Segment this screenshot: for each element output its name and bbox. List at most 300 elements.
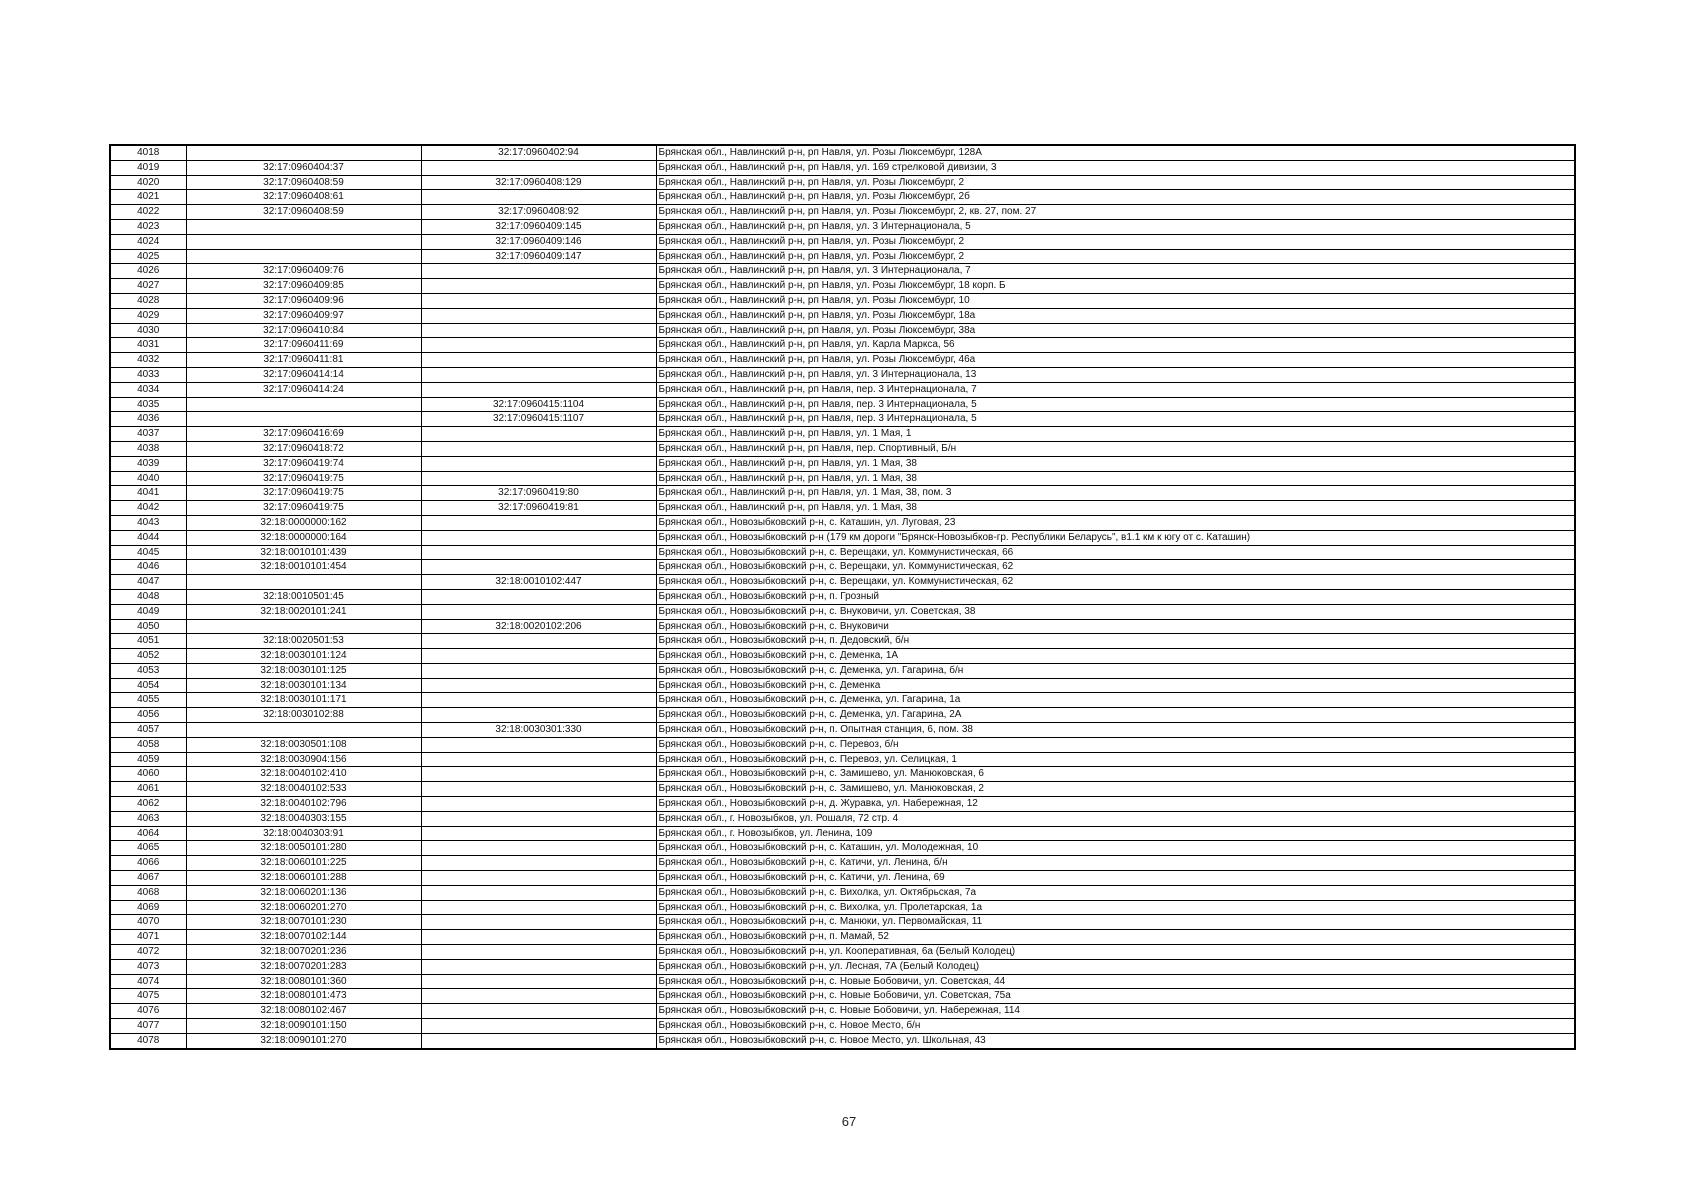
cadastral-number-cell: 32:18:0080101:473 bbox=[186, 989, 421, 1004]
cadastral-number-cell: 32:18:0060101:225 bbox=[186, 856, 421, 871]
row-number-cell: 4053 bbox=[110, 663, 186, 678]
related-cadastral-number-cell bbox=[421, 560, 656, 575]
address-cell: Брянская обл., Новозыбковский р-н, п. Опытная станция, 6, пом. 38 bbox=[656, 723, 1575, 738]
related-cadastral-number-cell bbox=[421, 915, 656, 930]
cadastral-number-cell: 32:17:0960419:75 bbox=[186, 471, 421, 486]
cadastral-number-cell: 32:18:0030101:125 bbox=[186, 663, 421, 678]
address-cell: Брянская обл., Навлинский р-н, рп Навля, ул. Розы Люксембург, 18а bbox=[656, 308, 1575, 323]
cadastral-number-cell: 32:17:0960416:69 bbox=[186, 427, 421, 442]
related-cadastral-number-cell bbox=[421, 974, 656, 989]
row-number-cell: 4030 bbox=[110, 323, 186, 338]
related-cadastral-number-cell: 32:17:0960415:1107 bbox=[421, 412, 656, 427]
table-row bbox=[110, 930, 1575, 945]
address-cell: Брянская обл., Навлинский р-н, рп Навля, ул. Розы Люксембург, 18 корп. Б bbox=[656, 279, 1575, 294]
table-row bbox=[110, 885, 1575, 900]
row-number-cell: 4027 bbox=[110, 279, 186, 294]
row-number-cell: 4055 bbox=[110, 693, 186, 708]
cadastral-number-cell bbox=[186, 575, 421, 590]
address-cell: Брянская обл., Новозыбковский р-н, с. Вихолка, ул. Пролетарская, 1а bbox=[656, 900, 1575, 915]
table-row bbox=[110, 737, 1575, 752]
row-number-cell: 4044 bbox=[110, 530, 186, 545]
related-cadastral-number-cell: 32:18:0030301:330 bbox=[421, 723, 656, 738]
table-row bbox=[110, 293, 1575, 308]
row-number-cell: 4057 bbox=[110, 723, 186, 738]
row-number-cell: 4046 bbox=[110, 560, 186, 575]
related-cadastral-number-cell bbox=[421, 1004, 656, 1019]
cadastral-number-cell: 32:18:0090101:150 bbox=[186, 1019, 421, 1034]
row-number-cell: 4022 bbox=[110, 205, 186, 220]
table-row bbox=[110, 486, 1575, 501]
table-row bbox=[110, 441, 1575, 456]
table-row bbox=[110, 190, 1575, 205]
row-number-cell: 4058 bbox=[110, 737, 186, 752]
address-cell: Брянская обл., Навлинский р-н, рп Навля, пер. 3 Интернационала, 7 bbox=[656, 382, 1575, 397]
registry-table-body bbox=[110, 145, 1575, 1049]
address-cell: Брянская обл., Новозыбковский р-н, с. Каташин, ул. Луговая, 23 bbox=[656, 515, 1575, 530]
row-number-cell: 4071 bbox=[110, 930, 186, 945]
cadastral-number-cell bbox=[186, 412, 421, 427]
row-number-cell: 4049 bbox=[110, 604, 186, 619]
table-row bbox=[110, 264, 1575, 279]
related-cadastral-number-cell bbox=[421, 545, 656, 560]
table-row bbox=[110, 575, 1575, 590]
table-row bbox=[110, 767, 1575, 782]
table-row bbox=[110, 427, 1575, 442]
page-number: 67 bbox=[841, 1114, 857, 1129]
table-row bbox=[110, 782, 1575, 797]
address-cell: Брянская обл., Новозыбковский р-н, с. Катичи, ул. Ленина, 69 bbox=[656, 871, 1575, 886]
row-number-cell: 4029 bbox=[110, 308, 186, 323]
row-number-cell: 4050 bbox=[110, 619, 186, 634]
cadastral-number-cell: 32:18:0060201:270 bbox=[186, 900, 421, 915]
table-row bbox=[110, 219, 1575, 234]
address-cell: Брянская обл., Навлинский р-н, рп Навля, ул. Розы Люксембург, 38а bbox=[656, 323, 1575, 338]
registry-table bbox=[109, 144, 1576, 1050]
address-cell: Брянская обл., Новозыбковский р-н, с. Верещаки, ул. Коммунистическая, 62 bbox=[656, 560, 1575, 575]
address-cell: Брянская обл., Новозыбковский р-н, с. Новые Бобовичи, ул. Советская, 75а bbox=[656, 989, 1575, 1004]
related-cadastral-number-cell bbox=[421, 945, 656, 960]
cadastral-number-cell: 32:18:0010101:454 bbox=[186, 560, 421, 575]
related-cadastral-number-cell: 32:17:0960409:147 bbox=[421, 249, 656, 264]
table-row bbox=[110, 945, 1575, 960]
table-row bbox=[110, 279, 1575, 294]
related-cadastral-number-cell: 32:18:0010102:447 bbox=[421, 575, 656, 590]
cadastral-number-cell: 32:17:0960419:74 bbox=[186, 456, 421, 471]
related-cadastral-number-cell bbox=[421, 797, 656, 812]
related-cadastral-number-cell bbox=[421, 264, 656, 279]
table-row bbox=[110, 752, 1575, 767]
cadastral-number-cell: 32:18:0010101:439 bbox=[186, 545, 421, 560]
row-number-cell: 4021 bbox=[110, 190, 186, 205]
table-row bbox=[110, 1019, 1575, 1034]
address-cell: Брянская обл., Новозыбковский р-н, с. Внуковичи bbox=[656, 619, 1575, 634]
cadastral-number-cell: 32:17:0960419:75 bbox=[186, 501, 421, 516]
address-cell: Брянская обл., Новозыбковский р-н, с. Манюки, ул. Первомайская, 11 bbox=[656, 915, 1575, 930]
address-cell: Брянская обл., Новозыбковский р-н, с. Замишево, ул. Манюковская, 2 bbox=[656, 782, 1575, 797]
cadastral-number-cell: 32:18:0030102:88 bbox=[186, 708, 421, 723]
related-cadastral-number-cell: 32:17:0960402:94 bbox=[421, 145, 656, 160]
address-cell: Брянская обл., Навлинский р-н, рп Навля, пер. 3 Интернационала, 5 bbox=[656, 412, 1575, 427]
table-row bbox=[110, 367, 1575, 382]
related-cadastral-number-cell bbox=[421, 1033, 656, 1048]
related-cadastral-number-cell bbox=[421, 900, 656, 915]
table-row bbox=[110, 175, 1575, 190]
cadastral-number-cell: 32:18:0020501:53 bbox=[186, 634, 421, 649]
row-number-cell: 4023 bbox=[110, 219, 186, 234]
related-cadastral-number-cell bbox=[421, 693, 656, 708]
related-cadastral-number-cell bbox=[421, 767, 656, 782]
row-number-cell: 4033 bbox=[110, 367, 186, 382]
related-cadastral-number-cell bbox=[421, 959, 656, 974]
table-row bbox=[110, 1033, 1575, 1048]
cadastral-number-cell: 32:17:0960408:59 bbox=[186, 175, 421, 190]
address-cell: Брянская обл., Навлинский р-н, рп Навля, ул. Розы Люксембург, 2 bbox=[656, 175, 1575, 190]
row-number-cell: 4070 bbox=[110, 915, 186, 930]
table-row bbox=[110, 811, 1575, 826]
cadastral-number-cell: 32:18:0040102:796 bbox=[186, 797, 421, 812]
related-cadastral-number-cell bbox=[421, 589, 656, 604]
related-cadastral-number-cell bbox=[421, 930, 656, 945]
row-number-cell: 4018 bbox=[110, 145, 186, 160]
row-number-cell: 4028 bbox=[110, 293, 186, 308]
row-number-cell: 4073 bbox=[110, 959, 186, 974]
related-cadastral-number-cell bbox=[421, 308, 656, 323]
address-cell: Брянская обл., Новозыбковский р-н, с. Катичи, ул. Ленина, б/н bbox=[656, 856, 1575, 871]
cadastral-number-cell: 32:18:0060101:288 bbox=[186, 871, 421, 886]
address-cell: Брянская обл., Новозыбковский р-н, с. Новое Место, б/н bbox=[656, 1019, 1575, 1034]
address-cell: Брянская обл., Навлинский р-н, рп Навля, пер. Спортивный, Б/н bbox=[656, 441, 1575, 456]
related-cadastral-number-cell bbox=[421, 353, 656, 368]
cadastral-number-cell: 32:18:0070201:236 bbox=[186, 945, 421, 960]
table-row bbox=[110, 856, 1575, 871]
related-cadastral-number-cell bbox=[421, 634, 656, 649]
table-row bbox=[110, 412, 1575, 427]
table-row bbox=[110, 589, 1575, 604]
row-number-cell: 4054 bbox=[110, 678, 186, 693]
row-number-cell: 4078 bbox=[110, 1033, 186, 1048]
cadastral-number-cell: 32:17:0960409:96 bbox=[186, 293, 421, 308]
cadastral-number-cell: 32:18:0010501:45 bbox=[186, 589, 421, 604]
address-cell: Брянская обл., Новозыбковский р-н, п. Дедовский, б/н bbox=[656, 634, 1575, 649]
address-cell: Брянская обл., Навлинский р-н, рп Навля, ул. 1 Мая, 1 bbox=[656, 427, 1575, 442]
address-cell: Брянская обл., Навлинский р-н, рп Навля, ул. 1 Мая, 38 bbox=[656, 501, 1575, 516]
related-cadastral-number-cell bbox=[421, 441, 656, 456]
table-row bbox=[110, 604, 1575, 619]
cadastral-number-cell bbox=[186, 619, 421, 634]
table-row bbox=[110, 1004, 1575, 1019]
address-cell: Брянская обл., г. Новозыбков, ул. Рошаля, 72 стр. 4 bbox=[656, 811, 1575, 826]
table-row bbox=[110, 382, 1575, 397]
row-number-cell: 4039 bbox=[110, 456, 186, 471]
table-row bbox=[110, 915, 1575, 930]
related-cadastral-number-cell bbox=[421, 382, 656, 397]
cadastral-number-cell: 32:17:0960411:69 bbox=[186, 338, 421, 353]
row-number-cell: 4059 bbox=[110, 752, 186, 767]
row-number-cell: 4032 bbox=[110, 353, 186, 368]
cadastral-number-cell: 32:18:0030101:134 bbox=[186, 678, 421, 693]
cadastral-number-cell bbox=[186, 249, 421, 264]
cadastral-number-cell: 32:18:0000000:162 bbox=[186, 515, 421, 530]
related-cadastral-number-cell: 32:17:0960408:129 bbox=[421, 175, 656, 190]
cadastral-number-cell bbox=[186, 397, 421, 412]
row-number-cell: 4065 bbox=[110, 841, 186, 856]
cadastral-number-cell: 32:17:0960414:14 bbox=[186, 367, 421, 382]
address-cell: Брянская обл., Новозыбковский р-н, д. Журавка, ул. Набережная, 12 bbox=[656, 797, 1575, 812]
table-row bbox=[110, 900, 1575, 915]
related-cadastral-number-cell bbox=[421, 338, 656, 353]
cadastral-number-cell: 32:17:0960414:24 bbox=[186, 382, 421, 397]
row-number-cell: 4051 bbox=[110, 634, 186, 649]
cadastral-number-cell: 32:18:0040102:533 bbox=[186, 782, 421, 797]
cadastral-number-cell: 32:18:0070101:230 bbox=[186, 915, 421, 930]
cadastral-number-cell: 32:17:0960408:61 bbox=[186, 190, 421, 205]
address-cell: Брянская обл., Новозыбковский р-н, с. Новые Бобовичи, ул. Советская, 44 bbox=[656, 974, 1575, 989]
table-row bbox=[110, 515, 1575, 530]
cadastral-number-cell: 32:18:0020101:241 bbox=[186, 604, 421, 619]
row-number-cell: 4075 bbox=[110, 989, 186, 1004]
related-cadastral-number-cell: 32:17:0960419:81 bbox=[421, 501, 656, 516]
address-cell: Брянская обл., Новозыбковский р-н, с. Вихолка, ул. Октябрьская, 7а bbox=[656, 885, 1575, 900]
cadastral-number-cell: 32:18:0030904:156 bbox=[186, 752, 421, 767]
address-cell: Брянская обл., Навлинский р-н, рп Навля, ул. Розы Люксембург, 2б bbox=[656, 190, 1575, 205]
row-number-cell: 4047 bbox=[110, 575, 186, 590]
cadastral-number-cell: 32:17:0960419:75 bbox=[186, 486, 421, 501]
row-number-cell: 4045 bbox=[110, 545, 186, 560]
row-number-cell: 4035 bbox=[110, 397, 186, 412]
address-cell: Брянская обл., Новозыбковский р-н (179 км дороги "Брянск-Новозыбков-гр. Республики Беларусь", в1.1 км к югу от с. Каташин) bbox=[656, 530, 1575, 545]
cadastral-number-cell: 32:17:0960410:84 bbox=[186, 323, 421, 338]
related-cadastral-number-cell: 32:18:0020102:206 bbox=[421, 619, 656, 634]
related-cadastral-number-cell bbox=[421, 515, 656, 530]
row-number-cell: 4031 bbox=[110, 338, 186, 353]
related-cadastral-number-cell bbox=[421, 160, 656, 175]
address-cell: Брянская обл., Новозыбковский р-н, п. Грозный bbox=[656, 589, 1575, 604]
row-number-cell: 4037 bbox=[110, 427, 186, 442]
table-row bbox=[110, 974, 1575, 989]
related-cadastral-number-cell: 32:17:0960408:92 bbox=[421, 205, 656, 220]
table-row bbox=[110, 693, 1575, 708]
row-number-cell: 4052 bbox=[110, 649, 186, 664]
table-row bbox=[110, 663, 1575, 678]
table-row bbox=[110, 249, 1575, 264]
related-cadastral-number-cell bbox=[421, 782, 656, 797]
address-cell: Брянская обл., Навлинский р-н, рп Навля, ул. Розы Люксембург, 46а bbox=[656, 353, 1575, 368]
related-cadastral-number-cell: 32:17:0960419:80 bbox=[421, 486, 656, 501]
row-number-cell: 4069 bbox=[110, 900, 186, 915]
related-cadastral-number-cell bbox=[421, 427, 656, 442]
row-number-cell: 4063 bbox=[110, 811, 186, 826]
table-row bbox=[110, 797, 1575, 812]
address-cell: Брянская обл., Навлинский р-н, рп Навля, ул. 3 Интернационала, 7 bbox=[656, 264, 1575, 279]
row-number-cell: 4019 bbox=[110, 160, 186, 175]
cadastral-number-cell bbox=[186, 234, 421, 249]
cadastral-number-cell bbox=[186, 145, 421, 160]
related-cadastral-number-cell bbox=[421, 752, 656, 767]
address-cell: Брянская обл., Новозыбковский р-н, ул. Лесная, 7А (Белый Колодец) bbox=[656, 959, 1575, 974]
address-cell: Брянская обл., Новозыбковский р-н, с. Деменка, ул. Гагарина, б/н bbox=[656, 663, 1575, 678]
address-cell: Брянская обл., Новозыбковский р-н, с. Деменка bbox=[656, 678, 1575, 693]
row-number-cell: 4077 bbox=[110, 1019, 186, 1034]
address-cell: Брянская обл., Навлинский р-н, рп Навля, ул. Розы Люксембург, 2 bbox=[656, 249, 1575, 264]
related-cadastral-number-cell bbox=[421, 871, 656, 886]
table-row bbox=[110, 634, 1575, 649]
address-cell: Брянская обл., Новозыбковский р-н, с. Перевоз, б/н bbox=[656, 737, 1575, 752]
address-cell: Брянская обл., Новозыбковский р-н, с. Деменка, ул. Гагарина, 2А bbox=[656, 708, 1575, 723]
cadastral-number-cell: 32:18:0000000:164 bbox=[186, 530, 421, 545]
related-cadastral-number-cell bbox=[421, 279, 656, 294]
related-cadastral-number-cell bbox=[421, 367, 656, 382]
row-number-cell: 4067 bbox=[110, 871, 186, 886]
related-cadastral-number-cell bbox=[421, 471, 656, 486]
table-row bbox=[110, 545, 1575, 560]
table-row bbox=[110, 678, 1575, 693]
address-cell: Брянская обл., Навлинский р-н, рп Навля, ул. Карла Маркса, 56 bbox=[656, 338, 1575, 353]
table-row bbox=[110, 989, 1575, 1004]
related-cadastral-number-cell: 32:17:0960409:146 bbox=[421, 234, 656, 249]
related-cadastral-number-cell bbox=[421, 1019, 656, 1034]
related-cadastral-number-cell bbox=[421, 649, 656, 664]
cadastral-number-cell: 32:18:0090101:270 bbox=[186, 1033, 421, 1048]
related-cadastral-number-cell bbox=[421, 826, 656, 841]
related-cadastral-number-cell bbox=[421, 678, 656, 693]
related-cadastral-number-cell bbox=[421, 885, 656, 900]
address-cell: Брянская обл., Новозыбковский р-н, с. Каташин, ул. Молодежная, 10 bbox=[656, 841, 1575, 856]
row-number-cell: 4066 bbox=[110, 856, 186, 871]
row-number-cell: 4072 bbox=[110, 945, 186, 960]
row-number-cell: 4040 bbox=[110, 471, 186, 486]
cadastral-number-cell: 32:17:0960409:76 bbox=[186, 264, 421, 279]
cadastral-number-cell: 32:17:0960404:37 bbox=[186, 160, 421, 175]
cadastral-number-cell: 32:18:0030101:124 bbox=[186, 649, 421, 664]
cadastral-number-cell: 32:18:0040303:91 bbox=[186, 826, 421, 841]
cadastral-number-cell: 32:18:0080101:360 bbox=[186, 974, 421, 989]
address-cell: Брянская обл., Навлинский р-н, рп Навля, ул. Розы Люксембург, 2 bbox=[656, 234, 1575, 249]
table-row bbox=[110, 649, 1575, 664]
table-row bbox=[110, 560, 1575, 575]
address-cell: Брянская обл., Навлинский р-н, рп Навля, ул. Розы Люксембург, 128А bbox=[656, 145, 1575, 160]
table-row bbox=[110, 353, 1575, 368]
row-number-cell: 4076 bbox=[110, 1004, 186, 1019]
address-cell: Брянская обл., Новозыбковский р-н, с. Верещаки, ул. Коммунистическая, 62 bbox=[656, 575, 1575, 590]
row-number-cell: 4038 bbox=[110, 441, 186, 456]
cadastral-number-cell: 32:18:0080102:467 bbox=[186, 1004, 421, 1019]
address-cell: Брянская обл., г. Новозыбков, ул. Ленина, 109 bbox=[656, 826, 1575, 841]
related-cadastral-number-cell: 32:17:0960415:1104 bbox=[421, 397, 656, 412]
row-number-cell: 4048 bbox=[110, 589, 186, 604]
cadastral-number-cell: 32:17:0960418:72 bbox=[186, 441, 421, 456]
table-row bbox=[110, 826, 1575, 841]
row-number-cell: 4068 bbox=[110, 885, 186, 900]
cadastral-number-cell: 32:18:0060201:136 bbox=[186, 885, 421, 900]
cadastral-number-cell: 32:18:0030101:171 bbox=[186, 693, 421, 708]
cadastral-number-cell: 32:17:0960411:81 bbox=[186, 353, 421, 368]
cadastral-number-cell: 32:17:0960409:85 bbox=[186, 279, 421, 294]
address-cell: Брянская обл., Навлинский р-н, рп Навля, ул. Розы Люксембург, 10 bbox=[656, 293, 1575, 308]
table-row bbox=[110, 959, 1575, 974]
table-row bbox=[110, 456, 1575, 471]
address-cell: Брянская обл., Новозыбковский р-н, ул. Кооперативная, 6а (Белый Колодец) bbox=[656, 945, 1575, 960]
cadastral-number-cell bbox=[186, 219, 421, 234]
table-row bbox=[110, 338, 1575, 353]
row-number-cell: 4024 bbox=[110, 234, 186, 249]
address-cell: Брянская обл., Новозыбковский р-н, п. Мамай, 52 bbox=[656, 930, 1575, 945]
table-row bbox=[110, 234, 1575, 249]
table-row bbox=[110, 160, 1575, 175]
table-row bbox=[110, 145, 1575, 160]
table-row bbox=[110, 708, 1575, 723]
table-row bbox=[110, 841, 1575, 856]
related-cadastral-number-cell bbox=[421, 323, 656, 338]
table-row bbox=[110, 530, 1575, 545]
address-cell: Брянская обл., Навлинский р-н, рп Навля, ул. 3 Интернационала, 5 bbox=[656, 219, 1575, 234]
table-row bbox=[110, 723, 1575, 738]
related-cadastral-number-cell bbox=[421, 293, 656, 308]
related-cadastral-number-cell bbox=[421, 456, 656, 471]
cadastral-number-cell: 32:17:0960409:97 bbox=[186, 308, 421, 323]
table-row bbox=[110, 323, 1575, 338]
cadastral-number-cell: 32:18:0050101:280 bbox=[186, 841, 421, 856]
address-cell: Брянская обл., Навлинский р-н, рп Навля, ул. Розы Люксембург, 2, кв. 27, пом. 27 bbox=[656, 205, 1575, 220]
address-cell: Брянская обл., Навлинский р-н, рп Навля, ул. 3 Интернационала, 13 bbox=[656, 367, 1575, 382]
table-row bbox=[110, 619, 1575, 634]
row-number-cell: 4034 bbox=[110, 382, 186, 397]
related-cadastral-number-cell bbox=[421, 530, 656, 545]
address-cell: Брянская обл., Навлинский р-н, рп Навля, ул. 1 Мая, 38 bbox=[656, 471, 1575, 486]
table-row bbox=[110, 397, 1575, 412]
row-number-cell: 4043 bbox=[110, 515, 186, 530]
address-cell: Брянская обл., Новозыбковский р-н, с. Новое Место, ул. Школьная, 43 bbox=[656, 1033, 1575, 1048]
related-cadastral-number-cell bbox=[421, 737, 656, 752]
row-number-cell: 4062 bbox=[110, 797, 186, 812]
table-row bbox=[110, 871, 1575, 886]
row-number-cell: 4074 bbox=[110, 974, 186, 989]
related-cadastral-number-cell bbox=[421, 190, 656, 205]
related-cadastral-number-cell bbox=[421, 989, 656, 1004]
cadastral-number-cell bbox=[186, 723, 421, 738]
row-number-cell: 4025 bbox=[110, 249, 186, 264]
related-cadastral-number-cell bbox=[421, 604, 656, 619]
address-cell: Брянская обл., Новозыбковский р-н, с. Новые Бобовичи, ул. Набережная, 114 bbox=[656, 1004, 1575, 1019]
table-row bbox=[110, 308, 1575, 323]
row-number-cell: 4042 bbox=[110, 501, 186, 516]
cadastral-number-cell: 32:18:0070201:283 bbox=[186, 959, 421, 974]
row-number-cell: 4056 bbox=[110, 708, 186, 723]
address-cell: Брянская обл., Новозыбковский р-н, с. Деменка, ул. Гагарина, 1а bbox=[656, 693, 1575, 708]
related-cadastral-number-cell bbox=[421, 811, 656, 826]
cadastral-number-cell: 32:18:0040303:155 bbox=[186, 811, 421, 826]
address-cell: Брянская обл., Новозыбковский р-н, с. Верещаки, ул. Коммунистическая, 66 bbox=[656, 545, 1575, 560]
row-number-cell: 4020 bbox=[110, 175, 186, 190]
table-row bbox=[110, 471, 1575, 486]
address-cell: Брянская обл., Навлинский р-н, рп Навля, пер. 3 Интернационала, 5 bbox=[656, 397, 1575, 412]
related-cadastral-number-cell bbox=[421, 708, 656, 723]
address-cell: Брянская обл., Навлинский р-н, рп Навля, ул. 1 Мая, 38, пом. 3 bbox=[656, 486, 1575, 501]
address-cell: Брянская обл., Навлинский р-н, рп Навля, ул. 1 Мая, 38 bbox=[656, 456, 1575, 471]
cadastral-number-cell: 32:18:0070102:144 bbox=[186, 930, 421, 945]
row-number-cell: 4060 bbox=[110, 767, 186, 782]
address-cell: Брянская обл., Навлинский р-н, рп Навля, ул. 169 стрелковой дивизии, 3 bbox=[656, 160, 1575, 175]
table-row bbox=[110, 205, 1575, 220]
row-number-cell: 4061 bbox=[110, 782, 186, 797]
row-number-cell: 4064 bbox=[110, 826, 186, 841]
address-cell: Брянская обл., Новозыбковский р-н, с. Перевоз, ул. Селицкая, 1 bbox=[656, 752, 1575, 767]
related-cadastral-number-cell bbox=[421, 856, 656, 871]
address-cell: Брянская обл., Новозыбковский р-н, с. Замишево, ул. Манюковская, 6 bbox=[656, 767, 1575, 782]
row-number-cell: 4036 bbox=[110, 412, 186, 427]
row-number-cell: 4026 bbox=[110, 264, 186, 279]
related-cadastral-number-cell bbox=[421, 663, 656, 678]
cadastral-number-cell: 32:18:0030501:108 bbox=[186, 737, 421, 752]
